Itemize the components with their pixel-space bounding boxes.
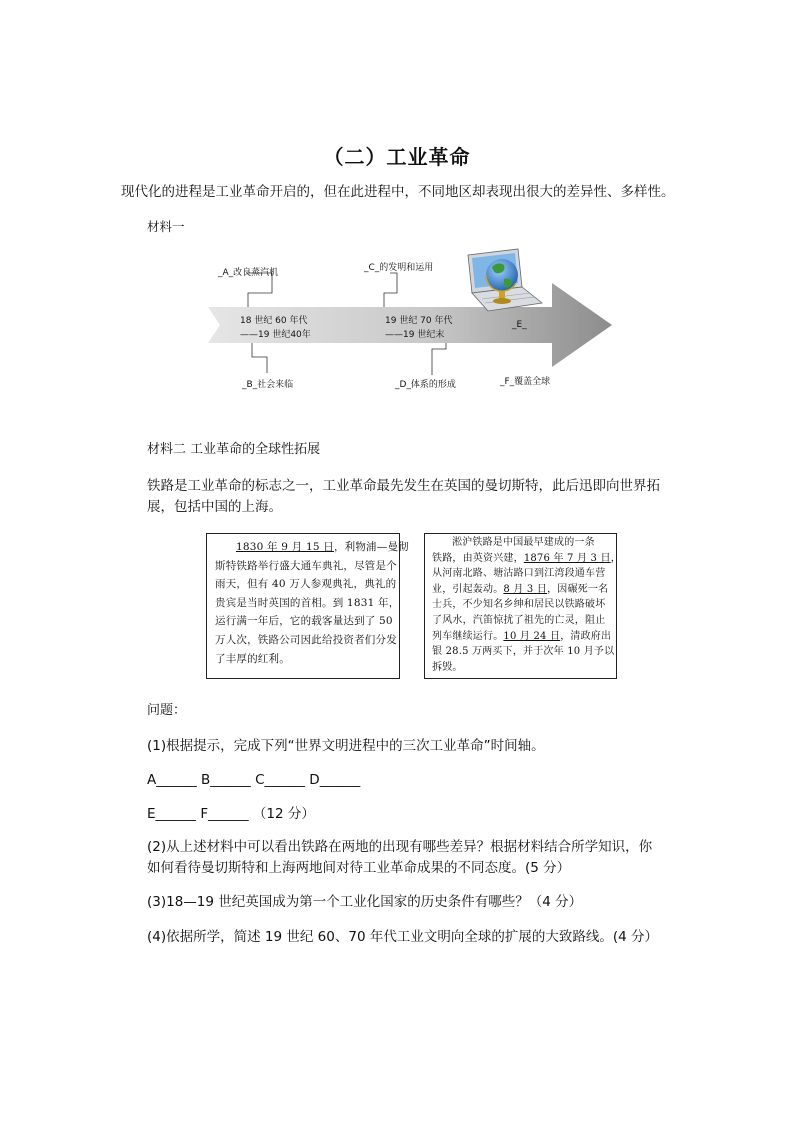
material1-label: 材料一 xyxy=(147,219,185,234)
material-box-shanghai xyxy=(424,533,621,679)
intro-text: 现代化的进程是工业革命开启的，但在此进程中，不同地区却表现出很大的差异性、多样性。 xyxy=(121,184,675,200)
computer-globe-icon xyxy=(468,249,542,311)
connector-d xyxy=(432,343,446,375)
material-box-manchester xyxy=(206,533,409,679)
questions-label: 问题： xyxy=(147,703,187,718)
material2-text-line2: 展，包括中国的上海。 xyxy=(147,499,282,515)
timeline-label-a: _A_改良蒸汽机 xyxy=(218,268,279,278)
timeline-label-b: _B_社会来临 xyxy=(242,380,294,390)
timeline-period1-end: ——19 世纪40年 xyxy=(240,330,311,340)
connector-b xyxy=(252,343,267,373)
timeline-label-e: _E_ xyxy=(512,320,527,330)
answer-blanks-row2: E______ F______ （12 分） xyxy=(147,806,315,822)
box2-line5: 士兵，不少知名乡绅和居民以铁路破坏 xyxy=(432,599,606,611)
timeline-label-f: _F_覆盖全球 xyxy=(500,377,551,387)
box1-line1: ，利物浦—曼彻 xyxy=(333,541,409,553)
box1-line4: 贵宾是当时英国的首相。到 1831 年， xyxy=(215,596,400,609)
date-1830: 1830 年 9 月 15 日 xyxy=(236,541,334,553)
box2-line6: 了风水，汽笛惊扰了祖先的亡灵，阻止 xyxy=(432,614,606,626)
connector-c xyxy=(384,273,397,307)
question-3: (3)18—19 世纪英国成为第一个工业化国家的历史条件有哪些？（4 分） xyxy=(147,894,583,910)
box2-line7: 列车继续运行。 xyxy=(432,630,504,642)
box2-line8: 银 28.5 万两买下，并于次年 10 月予以 xyxy=(432,646,615,658)
answer-blanks-row1: A______ B______ C______ D______ xyxy=(147,772,361,788)
connector-a xyxy=(246,273,272,307)
box2-line1: 淞沪铁路是中国最早建成的一条 xyxy=(452,537,595,548)
box1-line2: 斯特铁路举行盛大通车典礼，尽管是个 xyxy=(215,559,397,572)
box1-line7: 了丰厚的红利。 xyxy=(215,652,290,665)
timeline-period2-end: ——19 世纪末 xyxy=(385,330,445,340)
date-oct24: 10 月 24 日 xyxy=(503,630,561,642)
question-4: (4)依据所学，简述 19 世纪 60、70 年代工业文明向全球的扩展的大致路线。(4 分） xyxy=(147,929,658,945)
page-title: （二）工业革命 xyxy=(323,145,471,169)
question-1: (1)根据提示，完成下列“世界文明进程中的三次工业革命”时间轴。 xyxy=(147,738,545,754)
box1-line3: 雨天，但有 40 万人参观典礼，典礼的 xyxy=(215,578,397,591)
date-aug3: 8 月 3 日 xyxy=(503,583,548,595)
material2-label: 材料二 工业革命的全球性拓展 xyxy=(147,442,321,457)
material2-text-line1: 铁路是工业革命的标志之一，工业革命最先发生在英国的曼切斯特，此后迅即向世界拓 xyxy=(147,478,660,494)
box2-line9: 拆毁。 xyxy=(432,661,463,673)
timeline-period2-start: 19 世纪 70 年代 xyxy=(385,316,453,326)
box1-line6: 万人次，铁路公司因此给投资者们分发 xyxy=(215,633,397,646)
question-2-line1: (2)从上述材料中可以看出铁路在两地的出现有哪些差异？根据材料结合所学知识，你 xyxy=(147,839,653,855)
date-1876: 1876 年 7 月 3 日 xyxy=(523,552,611,564)
box2-line2-end: ， xyxy=(610,552,621,564)
question-2-line2: 如何看待曼切斯特和上海两地间对待工业革命成果的不同态度。(5 分） xyxy=(147,860,571,876)
box1-line5: 运行满一年后，它的载客量达到了 50 xyxy=(215,615,393,628)
box2-line3: 从河南北路、塘沽路口到江湾段通车营 xyxy=(432,568,606,580)
timeline-label-d: _D_体系的形成 xyxy=(395,380,456,390)
box2-line4: 业，引起轰动。 xyxy=(432,583,504,595)
timeline-label-c: _C_的发明和运用 xyxy=(364,263,434,273)
timeline-period1-start: 18 世纪 60 年代 xyxy=(240,316,308,326)
box2-line7-end: ，清政府出 xyxy=(560,630,612,642)
box2-line4-end: ，因碾死一名 xyxy=(547,583,609,595)
box2-line2: 铁路，由英资兴建， xyxy=(432,552,524,564)
